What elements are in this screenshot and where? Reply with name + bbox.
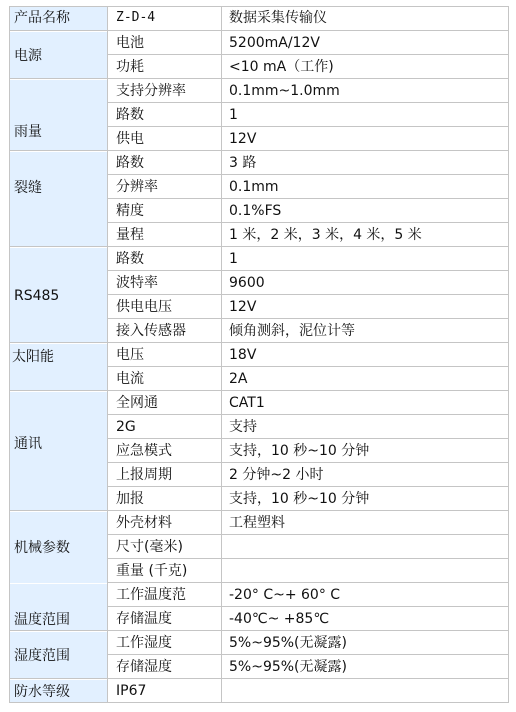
spec-value: 支持 <box>229 419 257 435</box>
rule <box>9 150 509 151</box>
spec-value: 工程塑料 <box>229 515 285 531</box>
group-title: 湿度范围 <box>14 648 70 664</box>
spec-value: 1 <box>229 251 238 267</box>
rule <box>9 78 509 79</box>
spec-key: 供电电压 <box>116 299 172 315</box>
spec-value: -20° C~+ 60° C <box>229 587 341 603</box>
group-title: RS485 <box>14 288 60 304</box>
spec-value: 12V <box>229 299 257 315</box>
rule <box>107 582 509 583</box>
spec-value: 支持，10 秒~10 分钟 <box>229 491 370 507</box>
spec-key: 外壳材料 <box>116 515 172 531</box>
spec-key: 上报周期 <box>116 467 172 483</box>
rule <box>9 390 509 391</box>
spec-key: 电压 <box>116 347 144 363</box>
spec-value: 9600 <box>229 275 265 291</box>
rule <box>9 678 509 679</box>
rule <box>107 294 509 295</box>
group-title: 雨量 <box>14 124 42 140</box>
spec-key: 加报 <box>116 491 144 507</box>
product-title: 数据采集传输仪 <box>229 10 327 26</box>
spec-key: 路数 <box>116 107 144 123</box>
spec-value: 0.1mm <box>229 179 279 195</box>
spec-key: 全网通 <box>116 395 158 411</box>
spec-value: 5200mA/12V <box>229 35 320 51</box>
rule <box>107 270 509 271</box>
spec-value: 1 <box>229 107 238 123</box>
rule <box>9 630 509 631</box>
rule <box>107 6 108 703</box>
spec-key: 工作温度范 <box>116 587 186 603</box>
rule <box>9 6 509 7</box>
rule <box>221 6 222 703</box>
spec-key: 接入传感器 <box>116 323 186 339</box>
spec-value: 5%~95%(无凝露) <box>229 635 347 651</box>
spec-key: 供电 <box>116 131 144 147</box>
spec-key: 电池 <box>116 35 144 51</box>
spec-value: -40℃~ +85℃ <box>229 611 330 627</box>
rule <box>107 534 509 535</box>
spec-key: 分辨率 <box>116 179 158 195</box>
spec-value: 18V <box>229 347 257 363</box>
rule <box>107 54 509 55</box>
rule <box>107 126 509 127</box>
spec-key: 路数 <box>116 251 144 267</box>
rule <box>107 486 509 487</box>
rule <box>9 342 509 343</box>
rule <box>107 558 509 559</box>
rule <box>508 6 509 703</box>
spec-value: 3 路 <box>229 155 257 171</box>
spec-key: 电流 <box>116 371 144 387</box>
spec-value: <10 mA（工作) <box>229 59 334 75</box>
rule <box>107 318 509 319</box>
rule <box>107 198 509 199</box>
spec-table <box>9 6 509 706</box>
rule <box>9 6 10 703</box>
rule <box>107 102 509 103</box>
spec-value: 支持，10 秒~10 分钟 <box>229 443 370 459</box>
group-title: 机械参数 <box>14 540 70 556</box>
spec-value: 倾角测斜，泥位计等 <box>229 323 355 339</box>
group-title: 防水等级 <box>14 684 70 700</box>
spec-key: 路数 <box>116 155 144 171</box>
spec-value: 5%~95%(无凝露) <box>229 659 347 675</box>
product-name-label: 产品名称 <box>14 10 70 26</box>
group-title: 太阳能 <box>12 349 54 365</box>
spec-value: 2A <box>229 371 248 387</box>
spec-value: 2 分钟~2 小时 <box>229 467 324 483</box>
spec-key: 存储温度 <box>116 611 172 627</box>
group-title: 电源 <box>14 48 42 64</box>
rule <box>107 174 509 175</box>
rule <box>9 702 509 703</box>
rule <box>107 222 509 223</box>
spec-value: 0.1%FS <box>229 203 282 219</box>
group-title: 裂缝 <box>14 180 42 196</box>
spec-key: 功耗 <box>116 59 144 75</box>
rule <box>107 366 509 367</box>
rule <box>107 438 509 439</box>
spec-key: 量程 <box>116 227 144 243</box>
spec-value: CAT1 <box>229 395 265 411</box>
product-model: Z-D-4 <box>116 10 156 25</box>
spec-value: 1 米，2 米，3 米，4 米，5 米 <box>229 227 422 243</box>
rule <box>107 462 509 463</box>
spec-key: 重量 (千克) <box>116 563 188 579</box>
spec-key: 波特率 <box>116 275 158 291</box>
rule <box>9 30 509 31</box>
spec-key: 应急模式 <box>116 443 172 459</box>
spec-key: 工作湿度 <box>116 635 172 651</box>
rule <box>9 510 509 511</box>
spec-key: 尺寸(毫米) <box>116 539 183 555</box>
rule <box>107 654 509 655</box>
spec-key: 存储湿度 <box>116 659 172 675</box>
spec-value: 12V <box>229 131 257 147</box>
spec-key: IP67 <box>116 683 147 699</box>
spec-key: 精度 <box>116 203 144 219</box>
group-shade <box>10 152 107 247</box>
group-title: 通讯 <box>14 436 42 452</box>
spec-key: 支持分辨率 <box>116 83 186 99</box>
rule <box>107 414 509 415</box>
spec-key: 2G <box>116 419 136 435</box>
rule <box>9 246 509 247</box>
spec-value: 0.1mm~1.0mm <box>229 83 340 99</box>
group-title: 温度范围 <box>14 612 70 628</box>
rule <box>107 606 509 607</box>
